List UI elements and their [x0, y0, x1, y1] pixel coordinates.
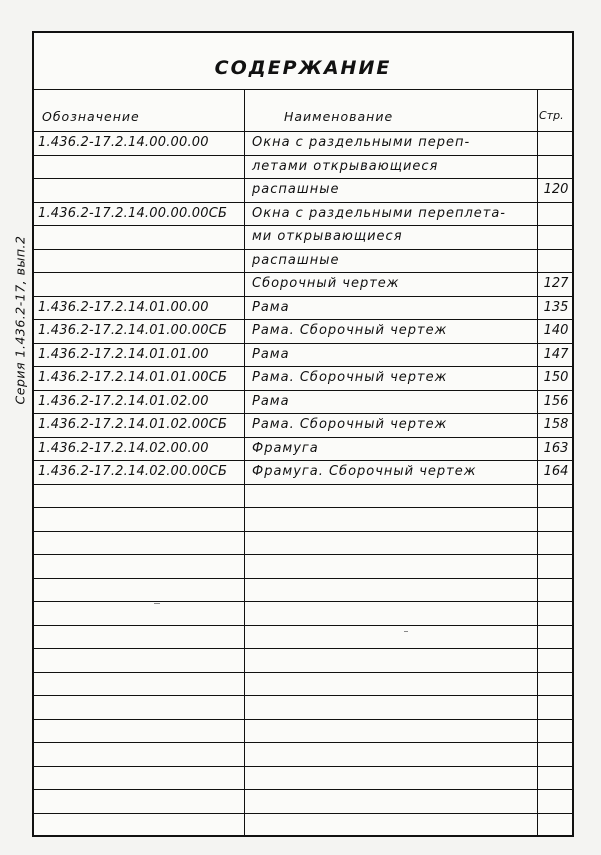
row-rule: [34, 272, 572, 273]
row-rule: [34, 672, 572, 673]
header-designation: Обозначение: [42, 109, 140, 124]
row-name: распашные: [252, 252, 340, 268]
row-designation: 1.436.2-17.2.14.01.02.00СБ: [38, 417, 228, 432]
row-designation: 1.436.2-17.2.14.01.01.00: [38, 346, 209, 362]
row-rule: [34, 813, 572, 814]
row-name: распашные: [252, 182, 340, 197]
row-rule: [34, 531, 572, 532]
scan-mark: [404, 631, 408, 632]
row-name: Окна с раздельными переплета-: [252, 205, 506, 221]
header-bottom-rule: [34, 131, 572, 132]
row-name: летами открывающиеся: [252, 158, 439, 174]
row-rule: [34, 155, 572, 156]
row-designation: 1.436.2-17.2.14.00.00.00: [38, 135, 209, 150]
row-rule: [34, 601, 572, 602]
row-page: 120: [543, 182, 569, 197]
row-rule: [34, 413, 572, 414]
header-top-rule: [34, 89, 572, 90]
row-rule: [34, 625, 572, 626]
row-rule: [34, 507, 572, 508]
row-page: 140: [543, 323, 569, 338]
row-designation: 1.436.2-17.2.14.01.00.00: [38, 299, 209, 315]
row-rule: [34, 695, 572, 696]
row-rule: [34, 343, 572, 344]
header-name: Наименование: [284, 109, 394, 124]
row-name: Сборочный чертеж: [252, 276, 400, 291]
row-page: 135: [543, 299, 569, 315]
row-name: Рама. Сборочный чертеж: [252, 323, 448, 338]
row-rule: [34, 390, 572, 391]
row-rule: [34, 742, 572, 743]
row-rule: [34, 789, 572, 790]
row-rule: [34, 202, 572, 203]
row-page: 147: [543, 346, 569, 362]
scan-mark: [154, 603, 160, 604]
row-name: Рама: [252, 393, 290, 409]
row-rule: [34, 460, 572, 461]
row-name: Рама. Сборочный чертеж: [252, 417, 448, 432]
row-rule: [34, 437, 572, 438]
row-name: Рама: [252, 346, 290, 362]
row-rule: [34, 319, 572, 320]
row-rule: [34, 178, 572, 179]
row-name: ми открывающиеся: [252, 229, 403, 244]
row-rule: [34, 225, 572, 226]
row-designation: 1.436.2-17.2.14.01.01.00СБ: [38, 370, 228, 385]
row-designation: 1.436.2-17.2.14.01.02.00: [38, 393, 209, 409]
row-name: Фрамуга. Сборочный чертеж: [252, 464, 477, 479]
row-designation: 1.436.2-17.2.14.02.00.00: [38, 440, 209, 456]
series-label: Серия 1.436.2-17, вып.2: [12, 235, 28, 405]
row-name: Рама. Сборочный чертеж: [252, 370, 448, 385]
page-title: СОДЕРЖАНИЕ: [214, 57, 392, 79]
row-rule: [34, 719, 572, 720]
row-rule: [34, 296, 572, 297]
row-rule: [34, 766, 572, 767]
row-page: 163: [543, 440, 569, 456]
row-designation: 1.436.2-17.2.14.01.00.00СБ: [38, 323, 228, 338]
row-page: 156: [543, 393, 569, 409]
row-page: 127: [543, 276, 569, 291]
contents-sheet: [32, 31, 574, 837]
row-designation: 1.436.2-17.2.14.02.00.00СБ: [38, 464, 228, 479]
row-name: Окна с раздельными переп-: [252, 135, 471, 150]
row-rule: [34, 366, 572, 367]
row-designation: 1.436.2-17.2.14.00.00.00СБ: [38, 205, 228, 221]
row-page: 150: [543, 370, 569, 385]
row-rule: [34, 554, 572, 555]
row-page: 164: [543, 464, 569, 479]
header-page: Стр.: [539, 109, 564, 122]
row-page: 158: [543, 417, 569, 432]
row-name: Фрамуга: [252, 440, 319, 456]
row-rule: [34, 484, 572, 485]
row-name: Рама: [252, 299, 290, 315]
row-rule: [34, 578, 572, 579]
row-rule: [34, 648, 572, 649]
row-rule: [34, 249, 572, 250]
